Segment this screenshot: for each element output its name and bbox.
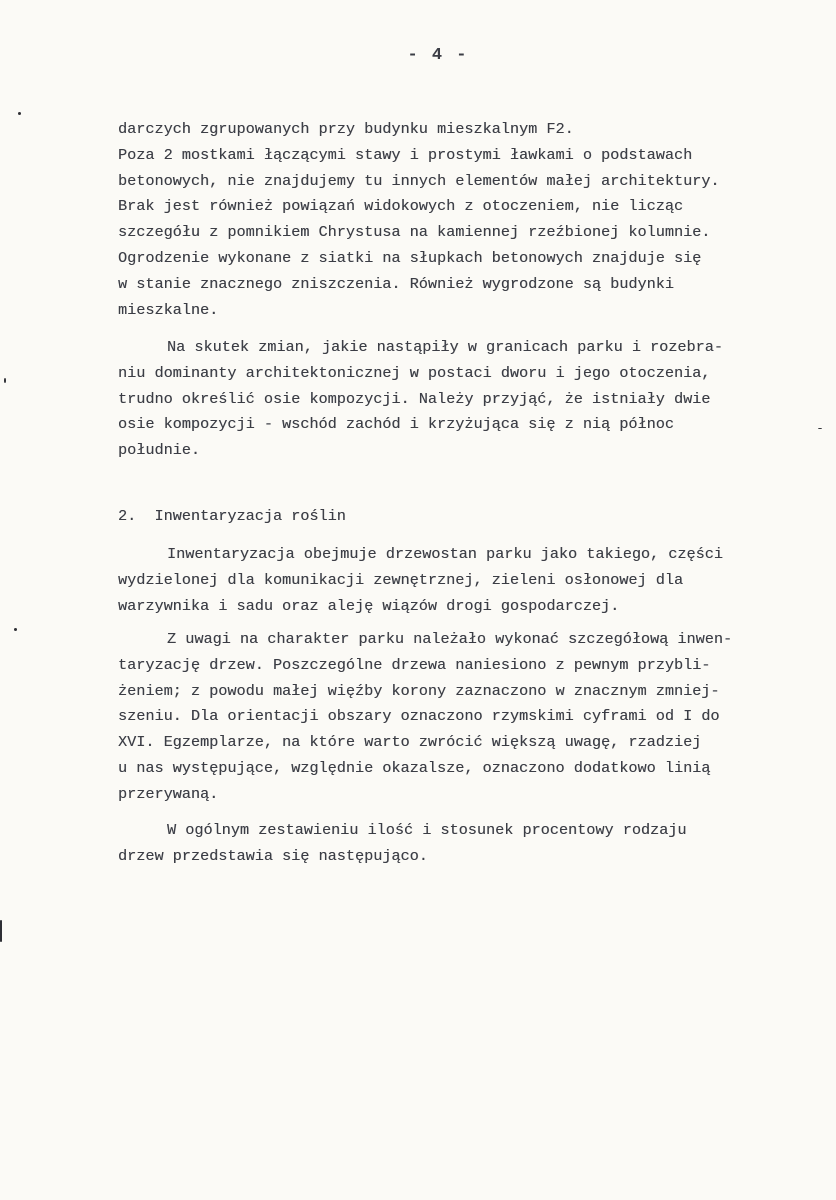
scan-speck bbox=[0, 920, 2, 942]
text-line: południe. bbox=[118, 441, 201, 460]
scan-speck bbox=[18, 112, 21, 115]
text-line: Poza 2 mostkami łączącymi stawy i prostymi ławkami o podstawach bbox=[118, 145, 693, 164]
text-line: wydzielonej dla komunikacji zewnętrznej, zieleni osłonowej dla bbox=[118, 570, 684, 589]
section-heading bbox=[118, 504, 818, 530]
paragraph-1 bbox=[118, 117, 818, 323]
paragraph-4 bbox=[118, 627, 818, 808]
text-line: mieszkalne. bbox=[118, 300, 219, 319]
text-line: Ogrodzenie wykonane z siatki na słupkach betonowych znajduje się bbox=[118, 248, 702, 267]
text-line: u nas występujące, względnie okazalsze, oznaczono dodatkowo linią bbox=[118, 758, 711, 777]
paragraph-3 bbox=[118, 542, 818, 619]
scan-speck bbox=[14, 628, 17, 631]
text-line: darczych zgrupowanych przy budynku mieszkalnym F2. bbox=[118, 120, 574, 138]
text-line: przerywaną. bbox=[118, 784, 219, 803]
text-line: osie kompozycji - wschód zachód i krzyżująca się z nią północ bbox=[118, 415, 674, 434]
text-line: W ogólnym zestawieniu ilość i stosunek procentowy rodzaju bbox=[167, 821, 687, 839]
text-line: warzywnika i sadu oraz aleję wiązów drogi gospodarczej. bbox=[118, 596, 620, 615]
text-line: trudno określić osie kompozycji. Należy przyjąć, że istniały dwie bbox=[118, 389, 711, 408]
text-line: Z uwagi na charakter parku należało wykonać szczegółową inwen- bbox=[167, 630, 733, 648]
text-line: betonowych, nie znajdujemy tu innych elementów małej architektury. bbox=[118, 171, 720, 190]
text-line: niu dominanty architektonicznej w postaci dworu i jego otoczenia, bbox=[118, 363, 711, 382]
text-line: taryzację drzew. Poszczególne drzewa naniesiono z pewnym przybli- bbox=[118, 655, 711, 674]
text-line: drzew przedstawia się następująco. bbox=[118, 846, 428, 865]
text-line: XVI. Egzemplarze, na które warto zwrócić większą uwagę, rzadziej bbox=[118, 733, 702, 752]
scan-speck bbox=[818, 428, 822, 429]
text-line: szczegółu z pomnikiem Chrystusa na kamiennej rzeźbionej kolumnie. bbox=[118, 223, 711, 242]
text-line: Inwentaryzacja obejmuje drzewostan parku jako takiego, części bbox=[167, 545, 723, 563]
text-line: Brak jest również powiązań widokowych z otoczeniem, nie licząc bbox=[118, 197, 684, 216]
section-heading-text: 2. Inwentaryzacja roślin bbox=[118, 507, 346, 525]
scan-speck bbox=[4, 378, 6, 383]
page-number: - 4 - bbox=[407, 46, 469, 65]
text-line: szeniu. Dla orientacji obszary oznaczono rzymskimi cyframi od I do bbox=[118, 707, 720, 726]
text-line: w stanie znacznego zniszczenia. Również wygrodzone są budynki bbox=[118, 274, 674, 293]
text-line: żeniem; z powodu małej więźby korony zaznaczono w znacznym zmniej- bbox=[118, 681, 720, 700]
paragraph-5 bbox=[118, 818, 818, 870]
paragraph-2 bbox=[118, 335, 818, 464]
text-line: Na skutek zmian, jakie nastąpiły w granicach parku i rozebra- bbox=[167, 338, 723, 356]
